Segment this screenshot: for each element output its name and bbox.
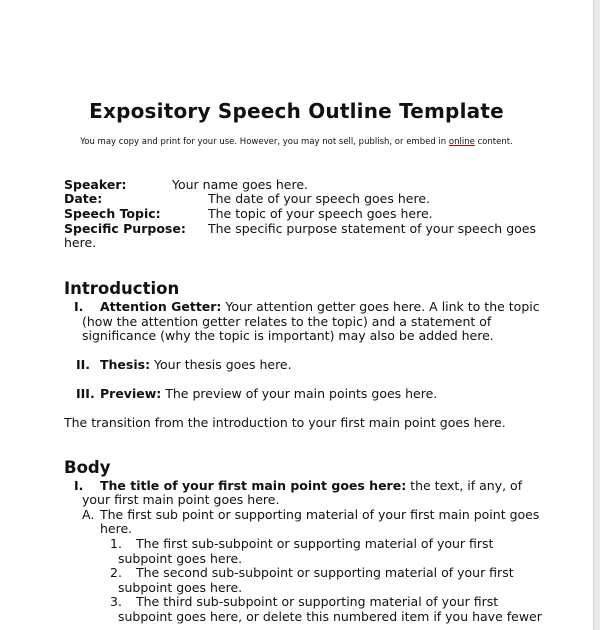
date-label: Date: xyxy=(64,191,103,206)
body-main-point-1-cont: your first main point goes here. xyxy=(82,492,280,507)
speaker-value: Your name goes here. xyxy=(172,177,308,192)
item-text: The preview of your main points goes here. xyxy=(161,386,438,401)
item-text: Your attention getter goes here. A link to the topic xyxy=(221,299,540,314)
item-label: Attention Getter: xyxy=(100,299,222,314)
roman-numeral: II. xyxy=(76,357,91,372)
sub-subpoint-1-cont: subpoint goes here. xyxy=(118,551,243,566)
roman-numeral: I. xyxy=(74,299,84,314)
intro-item-preview xyxy=(76,386,437,401)
sub-subpoint-3 xyxy=(110,594,498,609)
item-label: Thesis: xyxy=(100,357,151,372)
speaker-label: Speaker: xyxy=(64,177,127,192)
intro-item-attention xyxy=(74,299,540,314)
specific-purpose-value: The specific purpose statement of your speech goes xyxy=(208,221,536,236)
document-title: Expository Speech Outline Template xyxy=(89,99,504,123)
sub-subpoint-number: 3. xyxy=(110,594,122,609)
specific-purpose-value-cont: here. xyxy=(64,235,97,250)
specific-purpose-label: Specific Purpose: xyxy=(64,221,186,236)
intro-item-attention-cont1: (how the attention getter relates to the topic) and a statement of xyxy=(82,314,492,329)
sub-subpoint-1 xyxy=(110,536,493,551)
roman-numeral: III. xyxy=(76,386,95,401)
sub-subpoint-text: The second sub-subpoint or supporting material of your first xyxy=(136,565,514,580)
notice-underlined-word: online xyxy=(448,137,475,147)
sub-subpoint-2-cont: subpoint goes here. xyxy=(118,580,243,595)
speech-topic-value: The topic of your speech goes here. xyxy=(208,206,433,221)
intro-item-attention-cont2: significance (why the topic is important) may also be added here. xyxy=(82,328,494,343)
main-point-text: the text, if any, of xyxy=(406,478,523,493)
sub-subpoint-number: 2. xyxy=(110,565,122,580)
usage-notice xyxy=(0,137,593,147)
body-subpoint-a xyxy=(82,507,539,522)
notice-text: You may copy and print for your use. However, you may not sell, publish, or embed in xyxy=(80,137,449,147)
body-subpoint-a-cont: here. xyxy=(100,521,133,536)
item-label: Preview: xyxy=(100,386,162,401)
body-heading: Body xyxy=(64,458,111,477)
sub-subpoint-text: The first sub-subpoint or supporting material of your first xyxy=(136,536,494,551)
date-value: The date of your speech goes here. xyxy=(208,191,430,206)
sub-subpoint-2 xyxy=(110,565,514,580)
notice-text-end: content. xyxy=(474,137,513,147)
intro-transition: The transition from the introduction to your first main point goes here. xyxy=(64,415,506,430)
introduction-heading: Introduction xyxy=(64,279,180,298)
speech-topic-label: Speech Topic: xyxy=(64,206,161,221)
main-point-title: The title of your first main point goes here: xyxy=(100,478,407,493)
item-text: Your thesis goes here. xyxy=(150,357,292,372)
roman-numeral: I. xyxy=(74,478,84,493)
sub-subpoint-number: 1. xyxy=(110,536,122,551)
sub-subpoint-text: The third sub-subpoint or supporting material of your first xyxy=(136,594,499,609)
subpoint-text: The first sub point or supporting material of your first main point goes xyxy=(100,507,540,522)
subpoint-letter: A. xyxy=(82,507,95,522)
body-main-point-1 xyxy=(74,478,522,493)
sub-subpoint-3-cont: subpoint goes here, or delete this numbered item if you have fewer xyxy=(118,609,542,624)
intro-item-thesis xyxy=(76,357,292,372)
